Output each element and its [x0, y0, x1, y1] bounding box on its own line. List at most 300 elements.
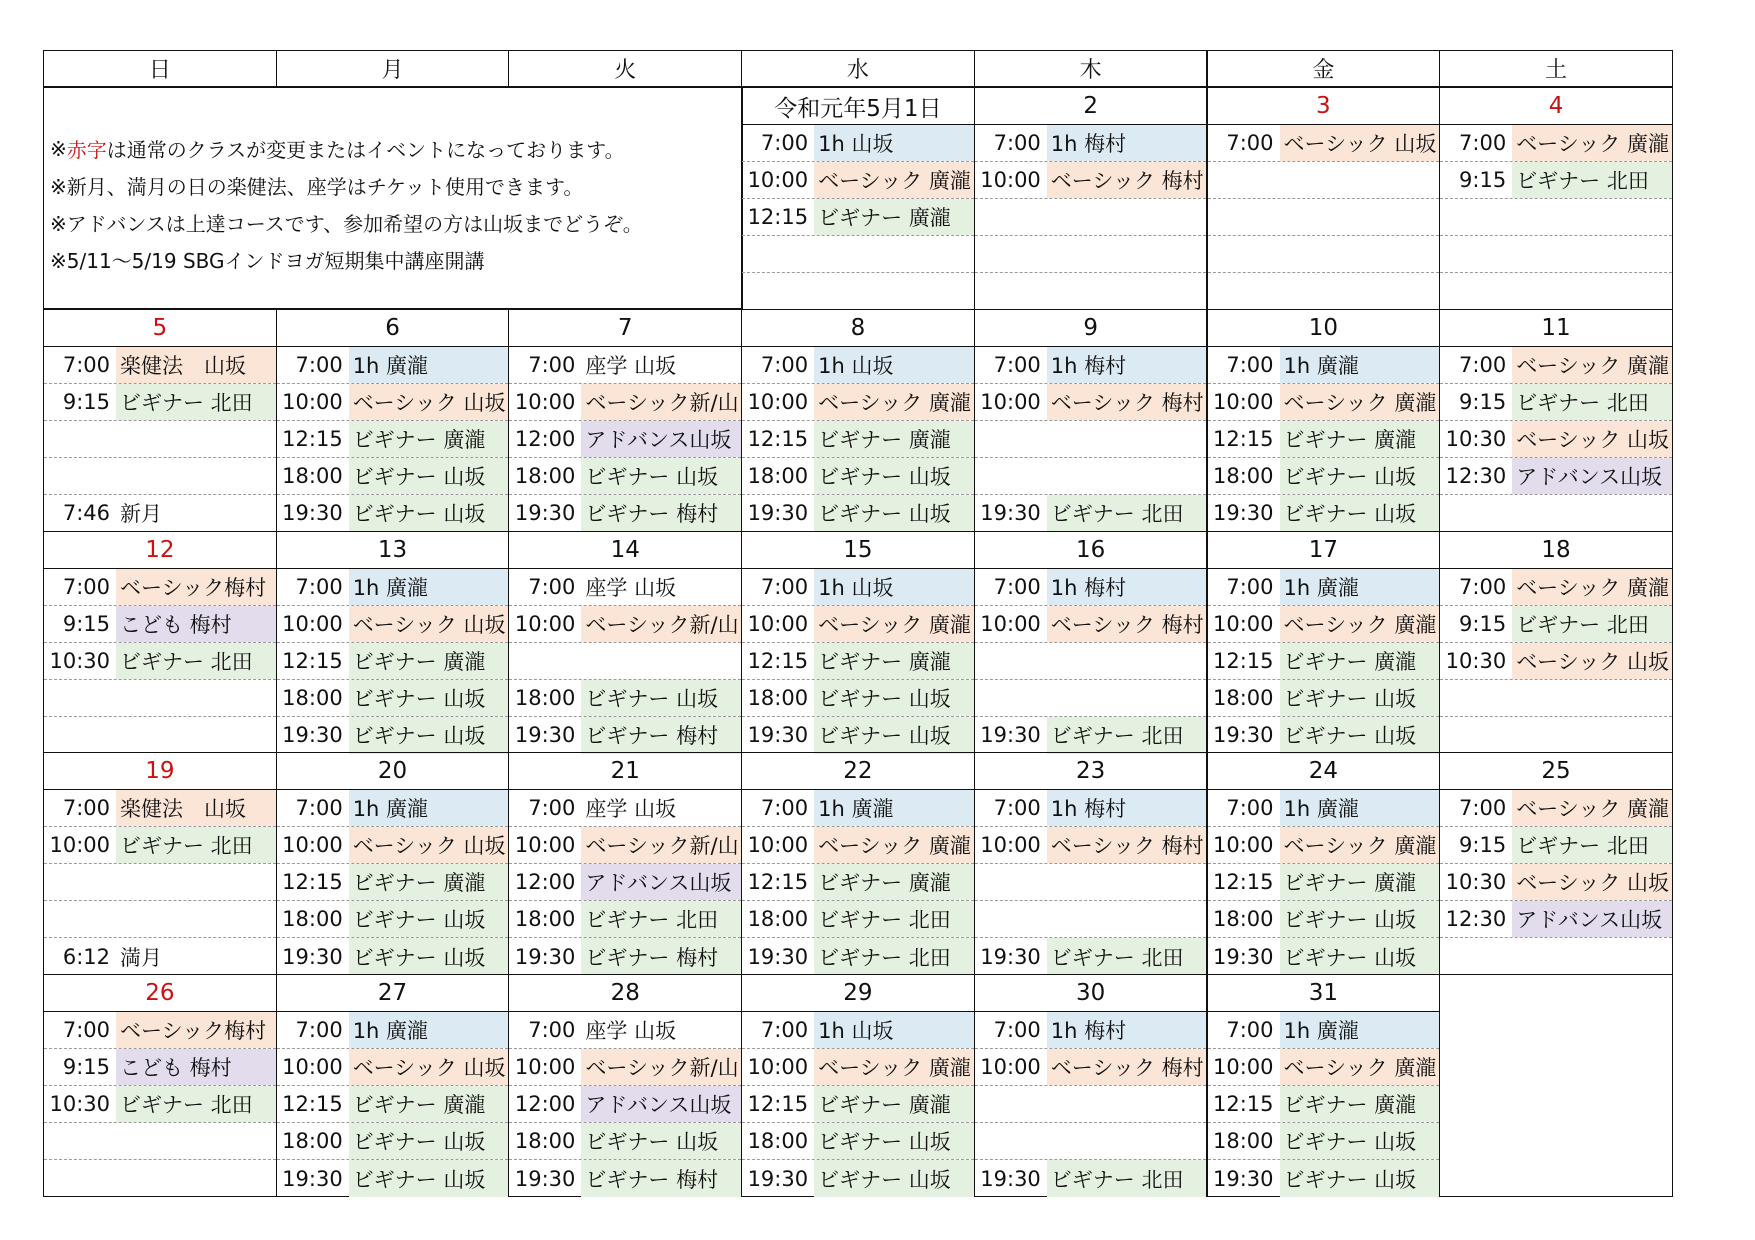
day-cell — [508, 531, 742, 754]
slot-time: 7:00 — [760, 796, 809, 821]
slot-time: 19:30 — [282, 501, 343, 526]
slot-time: 7:00 — [1459, 574, 1507, 599]
slot-class: 1h 梅村 — [1047, 569, 1207, 605]
class-slot — [44, 901, 276, 938]
class-slot — [509, 421, 741, 458]
slot-class — [1047, 421, 1207, 457]
class-slot — [509, 606, 741, 643]
day-cell — [1207, 87, 1441, 310]
class-slot — [742, 1049, 974, 1086]
slot-class: ベーシック 廣瀧 — [814, 1049, 974, 1085]
day-cell — [43, 752, 277, 975]
note-line-4: ※5/11〜5/19 SBGインドヨガ短期集中講座開講 — [50, 249, 485, 273]
class-slot — [44, 1086, 276, 1123]
weekday-header: 火 — [508, 50, 742, 87]
slot-time: 7:00 — [760, 131, 809, 155]
class-slot — [975, 125, 1207, 162]
class-slot — [742, 125, 974, 162]
class-slot — [277, 421, 509, 458]
slot-class: ビギナー 山坂 — [814, 1123, 974, 1159]
slot-class — [1512, 273, 1672, 310]
class-slot — [509, 901, 741, 938]
class-slot — [975, 717, 1207, 754]
slot-class: こども 梅村 — [116, 606, 276, 642]
class-slot — [277, 827, 509, 864]
slot-class: ビギナー 山坂 — [349, 495, 509, 532]
slot-class: ビギナー 廣瀧 — [349, 421, 509, 457]
slot-class — [1512, 236, 1672, 272]
slot-time: 7:00 — [62, 574, 110, 599]
slot-time: 12:15 — [1212, 648, 1274, 673]
day-cell — [974, 309, 1208, 532]
slot-class — [116, 1123, 276, 1159]
slot-class: ビギナー 梅村 — [581, 938, 741, 975]
day-number: 16 — [975, 532, 1207, 569]
class-slot — [44, 606, 276, 643]
slot-class — [1512, 199, 1672, 235]
class-slot — [975, 199, 1207, 236]
day-cell — [508, 752, 742, 975]
day-cell — [276, 974, 510, 1197]
day-cell — [508, 974, 742, 1197]
day-cell — [974, 974, 1208, 1197]
day-cell — [974, 87, 1208, 310]
class-slot — [509, 384, 741, 421]
class-slot — [1208, 790, 1440, 827]
class-slot — [509, 827, 741, 864]
slot-time: 9:15 — [1459, 833, 1507, 858]
class-slot — [277, 569, 509, 606]
slot-class: ビギナー 山坂 — [1280, 1123, 1440, 1159]
day-cell — [1207, 974, 1441, 1197]
note-rest: は通常のクラスが変更またはイベントになっております。 — [106, 138, 625, 162]
class-slot — [975, 1012, 1207, 1049]
slot-class: 1h 梅村 — [1047, 1012, 1207, 1048]
class-slot — [975, 790, 1207, 827]
slot-time: 7:00 — [295, 1018, 343, 1043]
class-slot — [1208, 643, 1440, 680]
slot-class: 1h 山坂 — [814, 347, 974, 383]
class-slot — [1440, 236, 1672, 273]
slot-time: 7:00 — [62, 352, 110, 377]
slot-time: 9:15 — [62, 1055, 110, 1080]
class-slot — [277, 606, 509, 643]
day-number: 7 — [509, 310, 741, 347]
slot-time: 10:00 — [747, 611, 809, 636]
day-cell — [1439, 752, 1673, 975]
slot-time: 19:30 — [1212, 1166, 1274, 1191]
slot-class: 座学 山坂 — [585, 353, 677, 378]
slot-class: 1h 梅村 — [1047, 125, 1207, 161]
class-slot — [1208, 1160, 1440, 1197]
slot-time: 10:00 — [747, 389, 809, 414]
slot-time: 7:00 — [528, 796, 576, 821]
class-slot — [1208, 569, 1440, 606]
slot-class: 1h 山坂 — [814, 125, 974, 161]
slot-class: 1h 梅村 — [1047, 347, 1207, 383]
class-slot — [1440, 458, 1672, 495]
slot-class: ビギナー 廣瀧 — [814, 1086, 974, 1122]
slot-class: ビギナー 山坂 — [581, 458, 741, 494]
slot-class — [116, 421, 276, 457]
slot-class — [116, 717, 276, 754]
slot-class: ビギナー 山坂 — [1280, 901, 1440, 937]
day-cell — [276, 531, 510, 754]
class-slot — [975, 606, 1207, 643]
slot-time: 10:00 — [1212, 611, 1274, 636]
slot-time: 12:15 — [282, 648, 343, 673]
slot-class: 1h 山坂 — [814, 569, 974, 605]
slot-class: ベーシック新/山 — [581, 1049, 741, 1085]
slot-class: 満月 — [120, 945, 162, 970]
slot-class: ビギナー 廣瀧 — [1280, 643, 1440, 679]
day-cell — [741, 531, 975, 754]
slot-class: ベーシック 山坂 — [349, 827, 509, 863]
class-slot — [1440, 125, 1672, 162]
slot-time: 10:00 — [980, 389, 1041, 414]
slot-class — [1047, 680, 1207, 716]
slot-time: 7:00 — [62, 796, 110, 821]
slot-class: ビギナー 梅村 — [581, 495, 741, 532]
class-slot — [975, 864, 1207, 901]
slot-time: 10:00 — [980, 833, 1041, 858]
slot-class: アドバンス山坂 — [581, 421, 741, 457]
class-slot — [509, 495, 741, 532]
slot-class: 楽健法 山坂 — [116, 347, 276, 383]
day-number: 24 — [1208, 753, 1440, 790]
slot-class: 1h 廣瀧 — [1280, 569, 1440, 605]
slot-class: ベーシック 廣瀧 — [1280, 384, 1440, 420]
class-slot — [44, 938, 276, 975]
slot-time: 10:30 — [49, 1092, 110, 1117]
slot-time: 18:00 — [282, 1129, 343, 1154]
class-slot — [509, 1160, 741, 1197]
day-cell — [741, 974, 975, 1197]
weekday-header: 木 — [974, 50, 1208, 87]
class-slot — [1208, 680, 1440, 717]
slot-time: 9:15 — [1459, 389, 1507, 414]
day-cell — [43, 531, 277, 754]
class-slot — [1440, 421, 1672, 458]
class-slot — [975, 273, 1207, 310]
slot-time: 12:15 — [282, 426, 343, 451]
slot-time: 7:00 — [1459, 796, 1507, 821]
slot-class: ビギナー 廣瀧 — [349, 1086, 509, 1122]
class-slot — [742, 1012, 974, 1049]
slot-class: ベーシック 山坂 — [349, 384, 509, 420]
day-number: 17 — [1208, 532, 1440, 569]
slot-time: 7:46 — [62, 501, 110, 526]
slot-class: ビギナー 廣瀧 — [814, 199, 974, 235]
slot-time: 9:15 — [1459, 611, 1507, 636]
slot-class: ビギナー 山坂 — [349, 938, 509, 975]
note-line-3: ※アドバンスは上達コースです、参加希望の方は山坂までどうぞ。 — [50, 212, 643, 236]
note-prefix: ※ — [50, 136, 67, 161]
class-slot — [44, 384, 276, 421]
slot-time: 18:00 — [514, 463, 576, 488]
slot-time: 7:00 — [295, 574, 343, 599]
slot-time: 10:30 — [1445, 648, 1507, 673]
slot-time: 18:00 — [1212, 907, 1274, 932]
slot-time: 7:00 — [528, 1018, 576, 1043]
class-slot — [277, 1160, 509, 1197]
class-slot — [742, 606, 974, 643]
class-slot — [1440, 864, 1672, 901]
day-cell — [508, 309, 742, 532]
slot-time: 19:30 — [980, 501, 1041, 526]
class-slot — [742, 495, 974, 532]
slot-class: ベーシック 廣瀧 — [1512, 125, 1672, 161]
slot-time: 10:00 — [747, 1055, 809, 1080]
slot-class: ベーシック 山坂 — [349, 606, 509, 642]
slot-class: ビギナー 北田 — [1047, 1160, 1207, 1197]
day-number: 25 — [1440, 753, 1672, 790]
slot-time: 19:30 — [514, 944, 576, 969]
slot-class — [1047, 901, 1207, 937]
class-slot — [742, 1123, 974, 1160]
class-slot — [742, 790, 974, 827]
class-slot — [742, 827, 974, 864]
slot-time: 12:15 — [747, 1092, 809, 1117]
class-slot — [742, 938, 974, 975]
slot-class: ビギナー 梅村 — [581, 717, 741, 754]
slot-time: 18:00 — [282, 685, 343, 710]
slot-time: 12:30 — [1445, 907, 1507, 932]
day-number: 30 — [975, 975, 1207, 1012]
slot-class: ビギナー 北田 — [116, 827, 276, 863]
weekday-header: 土 — [1439, 50, 1673, 87]
class-slot — [44, 1160, 276, 1197]
class-slot — [1440, 273, 1672, 310]
slot-time: 19:30 — [282, 944, 343, 969]
class-slot — [277, 1012, 509, 1049]
slot-class — [116, 1160, 276, 1197]
class-slot — [509, 1012, 741, 1049]
slot-time: 10:00 — [1212, 833, 1274, 858]
class-slot — [742, 643, 974, 680]
slot-time: 18:00 — [747, 907, 809, 932]
day-number: 2 — [975, 88, 1207, 125]
slot-class: 1h 廣瀧 — [1280, 347, 1440, 383]
slot-class — [1047, 273, 1207, 310]
slot-time: 12:00 — [514, 426, 576, 451]
day-cell — [43, 309, 277, 532]
class-slot — [1208, 1086, 1440, 1123]
slot-time: 18:00 — [282, 463, 343, 488]
class-slot — [44, 421, 276, 458]
class-slot — [509, 1049, 741, 1086]
slot-time: 7:00 — [295, 796, 343, 821]
slot-class — [581, 643, 741, 679]
slot-class: 1h 廣瀧 — [349, 1012, 509, 1048]
class-slot — [975, 495, 1207, 532]
slot-time: 7:00 — [993, 131, 1041, 155]
slot-class: ベーシック 梅村 — [1047, 162, 1207, 198]
slot-class: ベーシック 山坂 — [349, 1049, 509, 1085]
slot-class: ベーシック 廣瀧 — [1512, 569, 1672, 605]
slot-time: 7:00 — [760, 1018, 809, 1043]
slot-class — [1047, 643, 1207, 679]
class-slot — [1208, 864, 1440, 901]
class-slot — [975, 569, 1207, 606]
class-slot — [742, 901, 974, 938]
slot-time: 7:00 — [993, 1018, 1041, 1043]
class-slot — [277, 458, 509, 495]
day-cell — [43, 974, 277, 1197]
class-slot — [44, 1049, 276, 1086]
class-slot — [975, 1049, 1207, 1086]
slot-class: ビギナー 山坂 — [1280, 680, 1440, 716]
slot-time: 10:00 — [1212, 1055, 1274, 1080]
weekday-header: 水 — [741, 50, 975, 87]
class-slot — [509, 458, 741, 495]
slot-time: 10:00 — [282, 611, 343, 636]
day-number: 28 — [509, 975, 741, 1012]
class-slot — [1440, 717, 1672, 754]
slot-class: ベーシック 廣瀧 — [814, 606, 974, 642]
day-number: 5 — [44, 310, 276, 347]
slot-class: ビギナー 山坂 — [814, 717, 974, 754]
day-cell — [1207, 752, 1441, 975]
slot-time: 7:00 — [1226, 574, 1274, 599]
day-number: 27 — [277, 975, 509, 1012]
slot-time: 7:00 — [295, 352, 343, 377]
class-slot — [975, 901, 1207, 938]
note-line-1 — [44, 130, 742, 167]
slot-class — [1047, 458, 1207, 494]
slot-class: 1h 梅村 — [1047, 790, 1207, 826]
slot-class: ビギナー 北田 — [1512, 606, 1672, 642]
slot-time: 19:30 — [514, 723, 576, 748]
slot-time: 10:30 — [1445, 426, 1507, 451]
class-slot — [1440, 199, 1672, 236]
day-cell — [1439, 87, 1673, 310]
class-slot — [975, 162, 1207, 199]
slot-class — [1512, 938, 1672, 975]
day-number: 4 — [1440, 88, 1672, 125]
class-slot — [277, 938, 509, 975]
class-slot — [44, 680, 276, 717]
day-number: 11 — [1440, 310, 1672, 347]
class-slot — [277, 347, 509, 384]
slot-class: 1h 廣瀧 — [1280, 1012, 1440, 1048]
slot-time: 19:30 — [1212, 723, 1274, 748]
class-slot — [277, 790, 509, 827]
slot-class — [1512, 717, 1672, 754]
slot-class: ビギナー 山坂 — [349, 1160, 509, 1197]
slot-class: ビギナー 山坂 — [814, 495, 974, 532]
day-number: 10 — [1208, 310, 1440, 347]
slot-time: 18:00 — [1212, 685, 1274, 710]
slot-class: ビギナー 山坂 — [814, 1160, 974, 1197]
slot-class: ビギナー 山坂 — [581, 680, 741, 716]
class-slot — [742, 1086, 974, 1123]
slot-time: 12:15 — [1212, 1092, 1274, 1117]
slot-time: 10:00 — [282, 833, 343, 858]
class-slot — [1208, 347, 1440, 384]
slot-class: ビギナー 廣瀧 — [814, 643, 974, 679]
slot-time: 9:15 — [62, 389, 110, 414]
weekday-header: 月 — [276, 50, 510, 87]
class-slot — [509, 569, 741, 606]
slot-class: ビギナー 山坂 — [349, 901, 509, 937]
day-number: 8 — [742, 310, 974, 347]
slot-class: ベーシック 廣瀧 — [1280, 606, 1440, 642]
class-slot — [277, 1086, 509, 1123]
slot-time: 18:00 — [1212, 1129, 1274, 1154]
slot-class — [1047, 1123, 1207, 1159]
slot-time: 19:30 — [1212, 944, 1274, 969]
slot-time: 19:30 — [980, 1166, 1041, 1191]
slot-class: ベーシック 梅村 — [1047, 1049, 1207, 1085]
slot-time: 12:30 — [1445, 463, 1507, 488]
slot-class — [116, 901, 276, 937]
weekday-header: 日 — [43, 50, 277, 87]
slot-class — [1280, 273, 1440, 310]
slot-time: 7:00 — [528, 574, 576, 599]
day-cell — [974, 531, 1208, 754]
class-slot — [44, 643, 276, 680]
slot-class: ベーシック 廣瀧 — [1512, 790, 1672, 826]
slot-class: 座学 山坂 — [585, 575, 677, 600]
slot-time: 7:00 — [1226, 352, 1274, 377]
slot-time: 7:00 — [760, 574, 809, 599]
slot-class: アドバンス山坂 — [1512, 901, 1672, 937]
slot-class — [1047, 1086, 1207, 1122]
class-slot — [44, 569, 276, 606]
slot-class: こども 梅村 — [116, 1049, 276, 1085]
slot-time: 6:12 — [62, 944, 110, 969]
day-number: 20 — [277, 753, 509, 790]
class-slot — [1208, 901, 1440, 938]
class-slot — [742, 1160, 974, 1197]
slot-time: 19:30 — [1212, 501, 1274, 526]
class-slot — [975, 827, 1207, 864]
class-slot — [1208, 495, 1440, 532]
class-slot — [1208, 125, 1440, 162]
class-slot — [1208, 938, 1440, 975]
class-slot — [277, 384, 509, 421]
slot-class: ビギナー 廣瀧 — [1280, 1086, 1440, 1122]
slot-time: 7:00 — [528, 352, 576, 377]
slot-time: 19:30 — [747, 1166, 809, 1191]
slot-class: ベーシック 廣瀧 — [1280, 827, 1440, 863]
slot-class — [814, 236, 974, 272]
class-slot — [1440, 643, 1672, 680]
slot-time: 18:00 — [747, 1129, 809, 1154]
class-slot — [742, 347, 974, 384]
slot-time: 7:00 — [62, 1018, 110, 1043]
class-slot — [975, 458, 1207, 495]
slot-class: ベーシック 山坂 — [1512, 864, 1672, 900]
class-slot — [44, 458, 276, 495]
class-slot — [44, 864, 276, 901]
class-slot — [1208, 458, 1440, 495]
slot-class: ビギナー 山坂 — [814, 680, 974, 716]
slot-class: ビギナー 廣瀧 — [1280, 421, 1440, 457]
slot-class: ベーシック 山坂 — [1280, 125, 1440, 161]
class-slot — [509, 864, 741, 901]
slot-time: 18:00 — [282, 907, 343, 932]
slot-time: 7:00 — [1459, 352, 1507, 377]
slot-time: 12:15 — [747, 870, 809, 895]
slot-time: 12:15 — [747, 648, 809, 673]
slot-class: ビギナー 山坂 — [349, 680, 509, 716]
class-slot — [1440, 162, 1672, 199]
day-number: 13 — [277, 532, 509, 569]
slot-time: 7:00 — [760, 352, 809, 377]
class-slot — [277, 1123, 509, 1160]
